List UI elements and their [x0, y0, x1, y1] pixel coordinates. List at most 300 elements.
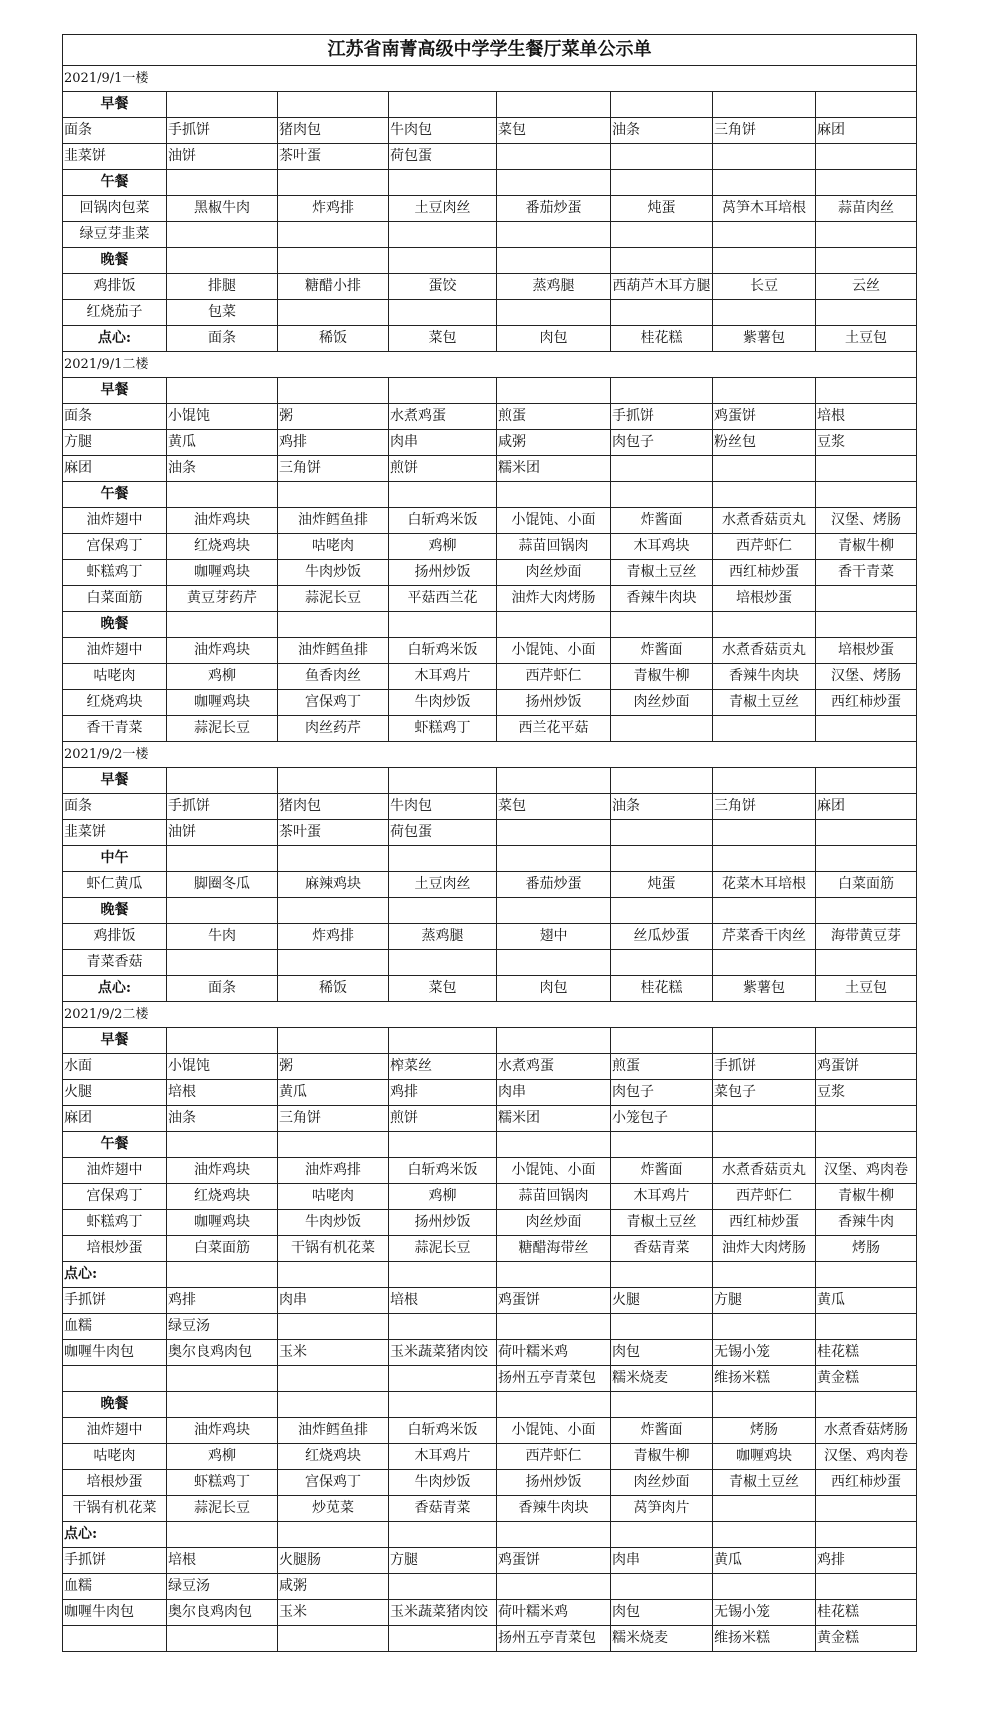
menu-item: 韭菜饼	[63, 820, 167, 846]
menu-item: 白菜面筋	[63, 586, 167, 612]
empty-cell	[713, 248, 816, 274]
menu-item: 手抓饼	[63, 1288, 167, 1314]
menu-item	[713, 1574, 816, 1600]
menu-item: 莴笋肉片	[611, 1496, 713, 1522]
menu-item: 肉包子	[611, 430, 713, 456]
menu-item: 油炸翅中	[63, 1418, 167, 1444]
menu-item: 火腿	[63, 1080, 167, 1106]
menu-item: 排腿	[167, 274, 278, 300]
menu-item: 肉串	[389, 430, 497, 456]
meal-label: 早餐	[63, 378, 167, 404]
menu-item: 血糯	[63, 1314, 167, 1340]
empty-cell	[816, 482, 917, 508]
empty-cell	[278, 248, 389, 274]
meal-header-row	[63, 378, 917, 404]
menu-row	[63, 1288, 917, 1314]
menu-row	[63, 820, 917, 846]
menu-item: 糯米团	[497, 456, 611, 482]
menu-item: 煎蛋	[497, 404, 611, 430]
menu-item: 荷包蛋	[389, 820, 497, 846]
menu-item: 宫保鸡丁	[278, 1470, 389, 1496]
empty-cell	[389, 378, 497, 404]
meal-label: 早餐	[63, 768, 167, 794]
menu-item	[611, 820, 713, 846]
menu-item: 炸鸡排	[278, 924, 389, 950]
menu-item: 咖喱鸡块	[167, 690, 278, 716]
empty-cell	[497, 898, 611, 924]
meal-header-row	[63, 1522, 917, 1548]
menu-item: 宫保鸡丁	[278, 690, 389, 716]
menu-row	[63, 638, 917, 664]
menu-item	[713, 144, 816, 170]
menu-row	[63, 794, 917, 820]
menu-item: 西芹虾仁	[497, 1444, 611, 1470]
menu-item: 青椒牛柳	[816, 534, 917, 560]
menu-item: 青椒牛柳	[611, 664, 713, 690]
menu-item: 木耳鸡片	[389, 664, 497, 690]
menu-item: 桂花糕	[611, 976, 713, 1002]
menu-item: 咖喱鸡块	[167, 560, 278, 586]
menu-row	[63, 1236, 917, 1262]
menu-item: 海带黄豆芽	[816, 924, 917, 950]
menu-item: 炒苋菜	[278, 1496, 389, 1522]
menu-item: 小馄饨、小面	[497, 638, 611, 664]
menu-item: 煎饼	[389, 1106, 497, 1132]
menu-row	[63, 1184, 917, 1210]
empty-cell	[713, 1132, 816, 1158]
menu-item: 韭菜饼	[63, 144, 167, 170]
menu-row	[63, 274, 917, 300]
menu-item: 粉丝包	[713, 430, 816, 456]
menu-item: 油条	[611, 794, 713, 820]
empty-cell	[713, 378, 816, 404]
empty-cell	[816, 612, 917, 638]
empty-cell	[611, 1522, 713, 1548]
menu-item: 菜包	[389, 976, 497, 1002]
menu-item: 蒜苗回锅肉	[497, 1184, 611, 1210]
empty-cell	[611, 1262, 713, 1288]
menu-item: 油炸大肉烤肠	[713, 1236, 816, 1262]
menu-item: 木耳鸡片	[389, 1444, 497, 1470]
menu-item	[816, 1574, 917, 1600]
empty-cell	[278, 1132, 389, 1158]
menu-item: 青椒牛柳	[611, 1444, 713, 1470]
section-date-row	[63, 1002, 917, 1028]
empty-cell	[713, 1522, 816, 1548]
menu-item	[816, 222, 917, 248]
menu-item	[278, 1366, 389, 1392]
empty-cell	[167, 482, 278, 508]
menu-item	[497, 1574, 611, 1600]
menu-item: 小馄饨	[167, 1054, 278, 1080]
menu-item: 西红柿炒蛋	[713, 560, 816, 586]
menu-item: 回锅肉包菜	[63, 196, 167, 222]
empty-cell	[611, 768, 713, 794]
menu-item: 三角饼	[713, 118, 816, 144]
menu-item: 炸酱面	[611, 1418, 713, 1444]
menu-item: 咕咾肉	[278, 1184, 389, 1210]
menu-row	[63, 1548, 917, 1574]
menu-item	[497, 222, 611, 248]
menu-item: 宫保鸡丁	[63, 1184, 167, 1210]
menu-item: 手抓饼	[611, 404, 713, 430]
menu-item: 菜包子	[713, 1080, 816, 1106]
menu-item: 水面	[63, 1054, 167, 1080]
menu-item: 莴笋木耳培根	[713, 196, 816, 222]
empty-cell	[611, 1132, 713, 1158]
empty-cell	[167, 92, 278, 118]
menu-item: 香辣牛肉	[816, 1210, 917, 1236]
meal-label: 晚餐	[63, 898, 167, 924]
empty-cell	[611, 612, 713, 638]
menu-item: 水煮鸡蛋	[389, 404, 497, 430]
menu-item: 油炸鸡排	[278, 1158, 389, 1184]
menu-item: 绿豆汤	[167, 1574, 278, 1600]
menu-item	[611, 144, 713, 170]
menu-item: 肉包子	[611, 1080, 713, 1106]
menu-item: 三角饼	[278, 1106, 389, 1132]
menu-item: 面条	[63, 118, 167, 144]
menu-item: 白斩鸡米饭	[389, 1418, 497, 1444]
empty-cell	[611, 482, 713, 508]
menu-item	[816, 144, 917, 170]
menu-item: 水煮鸡蛋	[497, 1054, 611, 1080]
empty-cell	[167, 1392, 278, 1418]
meal-header-row	[63, 482, 917, 508]
menu-item	[713, 300, 816, 326]
menu-item	[278, 222, 389, 248]
menu-row	[63, 1366, 917, 1392]
menu-item: 油饼	[167, 820, 278, 846]
menu-item: 西兰花平菇	[497, 716, 611, 742]
menu-row	[63, 300, 917, 326]
menu-item: 绿豆汤	[167, 1314, 278, 1340]
empty-cell	[497, 92, 611, 118]
menu-item: 桂花糕	[816, 1340, 917, 1366]
menu-item	[816, 1496, 917, 1522]
menu-item	[278, 950, 389, 976]
meal-label: 点心:	[63, 1262, 167, 1288]
menu-item: 煎蛋	[611, 1054, 713, 1080]
menu-item: 番茄炒蛋	[497, 872, 611, 898]
menu-item	[389, 1314, 497, 1340]
empty-cell	[278, 170, 389, 196]
menu-item: 咖喱鸡块	[713, 1444, 816, 1470]
menu-item	[63, 1626, 167, 1652]
menu-item: 糖醋小排	[278, 274, 389, 300]
menu-item	[816, 820, 917, 846]
menu-item: 包菜	[167, 300, 278, 326]
menu-item: 虾糕鸡丁	[63, 1210, 167, 1236]
menu-item: 麻团	[816, 118, 917, 144]
menu-item: 鸡排	[389, 1080, 497, 1106]
menu-item: 云丝	[816, 274, 917, 300]
empty-cell	[497, 846, 611, 872]
menu-item: 桂花糕	[611, 326, 713, 352]
menu-item: 水煮香菇烤肠	[816, 1418, 917, 1444]
menu-item: 肉丝炒面	[497, 1210, 611, 1236]
meal-label: 点心:	[63, 1522, 167, 1548]
menu-item: 牛肉炒饭	[389, 690, 497, 716]
menu-item: 鸡柳	[389, 534, 497, 560]
menu-item	[389, 950, 497, 976]
menu-item: 土豆肉丝	[389, 872, 497, 898]
menu-item: 培根炒蛋	[63, 1236, 167, 1262]
menu-item: 油条	[167, 456, 278, 482]
menu-item	[816, 950, 917, 976]
menu-item: 干锅有机花菜	[278, 1236, 389, 1262]
menu-item: 火腿肠	[278, 1548, 389, 1574]
menu-item: 培根炒蛋	[63, 1470, 167, 1496]
menu-item: 方腿	[389, 1548, 497, 1574]
menu-item: 蒜苗回锅肉	[497, 534, 611, 560]
menu-item: 油炸翅中	[63, 1158, 167, 1184]
menu-item: 白斩鸡米饭	[389, 1158, 497, 1184]
menu-item: 番茄炒蛋	[497, 196, 611, 222]
menu-item: 香辣牛肉块	[611, 586, 713, 612]
menu-item: 扬州炒饭	[497, 690, 611, 716]
menu-item: 西芹虾仁	[497, 664, 611, 690]
menu-item: 红烧鸡块	[278, 1444, 389, 1470]
menu-row	[63, 534, 917, 560]
menu-item	[713, 716, 816, 742]
empty-cell	[497, 482, 611, 508]
meal-header-row	[63, 898, 917, 924]
menu-item: 麻辣鸡块	[278, 872, 389, 898]
menu-item: 红烧茄子	[63, 300, 167, 326]
menu-item: 油炸鳕鱼排	[278, 1418, 389, 1444]
menu-item: 香辣牛肉块	[713, 664, 816, 690]
empty-cell	[389, 1028, 497, 1054]
empty-cell	[611, 92, 713, 118]
menu-item: 鸡蛋饼	[497, 1288, 611, 1314]
menu-row	[63, 1158, 917, 1184]
menu-item: 糯米烧麦	[611, 1366, 713, 1392]
menu-item: 红烧鸡块	[63, 690, 167, 716]
menu-row	[63, 1054, 917, 1080]
menu-item: 鸡排	[816, 1548, 917, 1574]
menu-item: 炸酱面	[611, 1158, 713, 1184]
snack-row	[63, 326, 917, 352]
menu-item: 扬州炒饭	[497, 1470, 611, 1496]
menu-item: 鸡排	[278, 430, 389, 456]
menu-item: 长豆	[713, 274, 816, 300]
menu-item: 玉米蔬菜猪肉饺	[389, 1600, 497, 1626]
menu-item: 玉米	[278, 1340, 389, 1366]
meal-label: 午餐	[63, 170, 167, 196]
empty-cell	[167, 1028, 278, 1054]
empty-cell	[497, 1028, 611, 1054]
menu-item: 红烧鸡块	[167, 1184, 278, 1210]
empty-cell	[389, 92, 497, 118]
empty-cell	[816, 92, 917, 118]
menu-item: 炸酱面	[611, 638, 713, 664]
menu-item: 扬州五亭青菜包	[497, 1626, 611, 1652]
menu-item: 西红柿炒蛋	[816, 690, 917, 716]
menu-item: 豆浆	[816, 1080, 917, 1106]
empty-cell	[389, 1522, 497, 1548]
menu-item: 无锡小笼	[713, 1600, 816, 1626]
menu-item: 蒜泥长豆	[167, 716, 278, 742]
menu-row	[63, 716, 917, 742]
empty-cell	[497, 768, 611, 794]
menu-row	[63, 118, 917, 144]
menu-item: 水煮香菇贡丸	[713, 638, 816, 664]
meal-header-row	[63, 846, 917, 872]
menu-item: 咕咾肉	[278, 534, 389, 560]
menu-row	[63, 404, 917, 430]
menu-item: 油炸翅中	[63, 638, 167, 664]
menu-item: 荷叶糯米鸡	[497, 1600, 611, 1626]
menu-item	[611, 300, 713, 326]
empty-cell	[167, 170, 278, 196]
menu-item: 手抓饼	[713, 1054, 816, 1080]
menu-row	[63, 1340, 917, 1366]
menu-item: 鸡排饭	[63, 924, 167, 950]
menu-item: 血糯	[63, 1574, 167, 1600]
empty-cell	[278, 1262, 389, 1288]
menu-item: 咸粥	[278, 1574, 389, 1600]
empty-cell	[278, 1028, 389, 1054]
menu-row	[63, 924, 917, 950]
meal-header-row	[63, 768, 917, 794]
menu-item: 手抓饼	[167, 794, 278, 820]
empty-cell	[497, 248, 611, 274]
menu-table	[62, 34, 917, 1652]
menu-item: 丝瓜炒蛋	[611, 924, 713, 950]
menu-item: 面条	[167, 976, 278, 1002]
empty-cell	[713, 898, 816, 924]
menu-item: 炖蛋	[611, 196, 713, 222]
menu-row	[63, 144, 917, 170]
meal-label: 午餐	[63, 1132, 167, 1158]
menu-item: 鸡柳	[389, 1184, 497, 1210]
empty-cell	[278, 92, 389, 118]
menu-item: 牛肉包	[389, 794, 497, 820]
empty-cell	[713, 482, 816, 508]
meal-label: 点心:	[63, 326, 167, 352]
meal-header-row	[63, 1262, 917, 1288]
menu-item: 培根	[389, 1288, 497, 1314]
menu-row	[63, 1470, 917, 1496]
empty-cell	[497, 1392, 611, 1418]
menu-item: 烤肠	[713, 1418, 816, 1444]
menu-item: 蒜泥长豆	[389, 1236, 497, 1262]
menu-item: 炖蛋	[611, 872, 713, 898]
menu-item	[167, 1626, 278, 1652]
menu-item: 脚圈冬瓜	[167, 872, 278, 898]
meal-label: 点心:	[63, 976, 167, 1002]
empty-cell	[389, 768, 497, 794]
menu-item: 西葫芦木耳方腿	[611, 274, 713, 300]
menu-item	[497, 950, 611, 976]
menu-item: 土豆包	[816, 976, 917, 1002]
empty-cell	[713, 1028, 816, 1054]
menu-item	[816, 1106, 917, 1132]
section-date: 2021/9/1二楼	[63, 352, 917, 378]
menu-item: 三角饼	[713, 794, 816, 820]
menu-item: 黄金糕	[816, 1366, 917, 1392]
menu-item: 香菇青菜	[389, 1496, 497, 1522]
menu-item	[816, 456, 917, 482]
empty-cell	[611, 898, 713, 924]
menu-item: 西芹虾仁	[713, 534, 816, 560]
menu-item: 牛肉	[167, 924, 278, 950]
menu-row	[63, 664, 917, 690]
menu-item: 火腿	[611, 1288, 713, 1314]
menu-row	[63, 1626, 917, 1652]
menu-item: 肉包	[611, 1600, 713, 1626]
section-date: 2021/9/2二楼	[63, 1002, 917, 1028]
menu-item: 小馄饨、小面	[497, 1158, 611, 1184]
menu-item: 肉丝炒面	[611, 690, 713, 716]
menu-item: 蒸鸡腿	[497, 274, 611, 300]
menu-item	[497, 1314, 611, 1340]
menu-item: 鱼香肉丝	[278, 664, 389, 690]
empty-cell	[167, 1522, 278, 1548]
empty-cell	[497, 1132, 611, 1158]
empty-cell	[278, 378, 389, 404]
menu-item: 稀饭	[278, 326, 389, 352]
meal-label: 中午	[63, 846, 167, 872]
menu-item: 油炸翅中	[63, 508, 167, 534]
empty-cell	[816, 1028, 917, 1054]
menu-item: 咖喱牛肉包	[63, 1340, 167, 1366]
menu-item: 炸鸡排	[278, 196, 389, 222]
meal-header-row	[63, 1392, 917, 1418]
menu-item	[713, 820, 816, 846]
menu-row	[63, 196, 917, 222]
menu-item: 牛肉炒饭	[278, 1210, 389, 1236]
empty-cell	[278, 482, 389, 508]
menu-item	[278, 1314, 389, 1340]
section-date: 2021/9/1一楼	[63, 66, 917, 92]
meal-header-row	[63, 92, 917, 118]
menu-item: 猪肉包	[278, 794, 389, 820]
menu-row	[63, 690, 917, 716]
menu-item	[713, 456, 816, 482]
menu-item: 奥尔良鸡肉包	[167, 1600, 278, 1626]
menu-item: 肉丝炒面	[497, 560, 611, 586]
empty-cell	[167, 378, 278, 404]
menu-item: 汉堡、鸡肉卷	[816, 1158, 917, 1184]
title-row	[63, 35, 917, 66]
menu-item: 煎饼	[389, 456, 497, 482]
menu-item	[167, 950, 278, 976]
empty-cell	[278, 612, 389, 638]
menu-item: 烤肠	[816, 1236, 917, 1262]
menu-item: 蒸鸡腿	[389, 924, 497, 950]
empty-cell	[389, 1262, 497, 1288]
menu-item: 青椒土豆丝	[611, 1210, 713, 1236]
page-title: 江苏省南菁高级中学学生餐厅菜单公示单	[63, 35, 917, 66]
menu-item: 鸡蛋饼	[713, 404, 816, 430]
menu-item: 菜包	[497, 794, 611, 820]
menu-item: 红烧鸡块	[167, 534, 278, 560]
meal-header-row	[63, 1028, 917, 1054]
menu-item	[611, 950, 713, 976]
menu-item	[611, 1574, 713, 1600]
menu-item	[497, 300, 611, 326]
menu-item: 扬州炒饭	[389, 1210, 497, 1236]
meal-header-row	[63, 1132, 917, 1158]
snack-row	[63, 976, 917, 1002]
menu-item	[497, 820, 611, 846]
menu-item: 白菜面筋	[167, 1236, 278, 1262]
menu-item: 鸡蛋饼	[497, 1548, 611, 1574]
menu-item	[63, 1366, 167, 1392]
menu-item: 香干青菜	[63, 716, 167, 742]
